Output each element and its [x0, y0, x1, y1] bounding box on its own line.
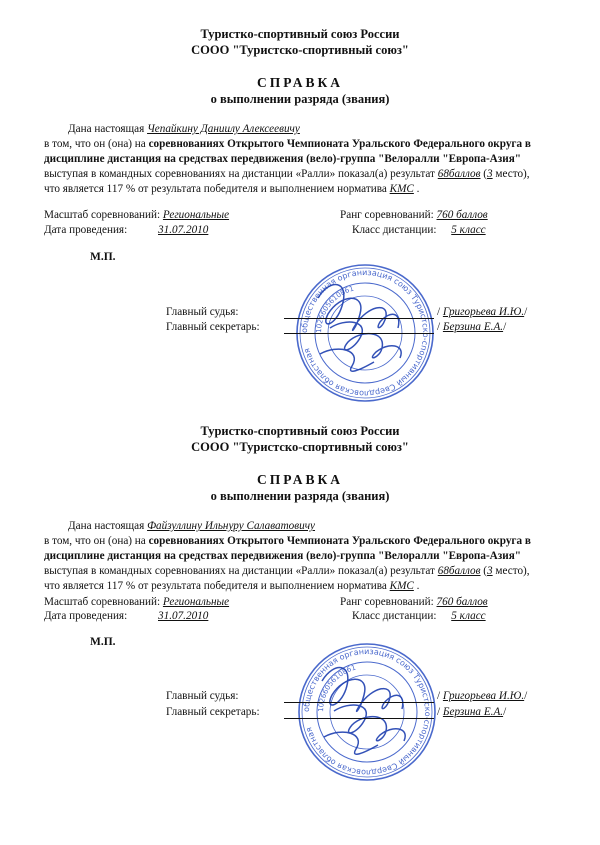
class-value: 5 класс — [451, 610, 486, 622]
rank-value: КМС — [389, 183, 414, 195]
secretary-label: Главный секретарь: — [166, 706, 260, 718]
body-line-4: выступая в командных соревнованиях на дистанции «Ралли» показал(а) результат 68баллов (3 место), — [44, 168, 530, 180]
secretary-name: Берзина Е.А. — [442, 706, 504, 718]
date-value: 31.07.2010 — [158, 610, 209, 622]
judge-name: Григорьева И.Ю. — [442, 690, 525, 702]
seal-label: М.П. — [90, 636, 116, 648]
person-name: Чепайкину Даниилу Алексеевичу — [147, 123, 300, 135]
svg-text:общественная организация союз — [302, 647, 432, 777]
body-line-2: в том, что он (она) на соревнованиях Открытого Чемпионата Уральского Федерального округа в — [44, 138, 531, 150]
scale-value: Региональные — [162, 596, 230, 608]
body-line-3: дисциплине дистанция на средствах передвижения (вело)-группа "Велоралли "Европа-Азия" — [44, 550, 521, 562]
doc-subtitle: о выполнении разряда (звания) — [210, 489, 390, 503]
given-prefix: Дана настоящая — [68, 520, 145, 532]
body-line-5: что является 117 % от результата победителя и выполнением норматива КМС . — [44, 183, 420, 195]
judge-signature-line — [284, 702, 434, 703]
secretary-name-row: / Берзина Е.А./ — [437, 706, 507, 718]
judge-name: Григорьева И.Ю. — [442, 306, 525, 318]
doc-subtitle: о выполнении разряда (звания) — [210, 92, 390, 106]
rank-row: Ранг соревнований: 760 баллов — [340, 596, 488, 608]
date-row: Дата проведения: 31.07.2010 — [44, 610, 209, 622]
body-line-3: дисциплине дистанция на средствах передвижения (вело)-группа "Велоралли "Европа-Азия" — [44, 153, 521, 165]
result-value: 68баллов — [437, 565, 481, 577]
class-row: Класс дистанции: 5 класс — [352, 610, 486, 622]
result-value: 68баллов — [437, 168, 481, 180]
certificate-2 — [0, 397, 600, 817]
date-row: Дата проведения: 31.07.2010 — [44, 224, 209, 236]
given-line — [68, 122, 300, 136]
org-line-2: СООО "Туристско-спортивный союз" — [191, 43, 409, 57]
judge-name-row: / Григорьева И.Ю./ — [437, 306, 528, 318]
seal-label: М.П. — [90, 251, 116, 263]
judge-signature-line — [284, 318, 434, 319]
org-line-1: Туристко-спортивный союз России — [200, 27, 400, 41]
person-name: Файзуллину Ильнуру Салаватовичу — [147, 520, 316, 532]
place-value: 3 — [487, 565, 493, 577]
scale-row: Масштаб соревнований: Региональные — [44, 209, 230, 221]
doc-title: СПРАВКА — [256, 472, 344, 487]
judge-label: Главный судья: — [166, 690, 239, 702]
judge-name-row: / Григорьева И.Ю./ — [437, 690, 528, 702]
class-value: 5 класс — [451, 224, 486, 236]
stamp-ring-text: общественная организация союз Туристско-спортивный Свердловская областная — [299, 267, 431, 399]
org-line-2: СООО "Туристско-спортивный союз" — [191, 440, 409, 454]
scale-value: Региональные — [162, 209, 230, 221]
judge-label: Главный судья: — [166, 306, 239, 318]
certificate-1 — [0, 0, 600, 420]
place-value: 3 — [487, 168, 493, 180]
scale-row: Масштаб соревнований: Региональные — [44, 596, 230, 608]
stamp-ogrn-text: 1026605610861 — [314, 284, 355, 334]
rank-points-value: 760 баллов — [436, 596, 488, 608]
secretary-signature-line — [284, 718, 434, 719]
org-line-1: Туристко-спортивный союз России — [200, 424, 400, 438]
date-value: 31.07.2010 — [158, 224, 209, 236]
secretary-signature-line — [284, 333, 434, 334]
stamp-ogrn-text: 1026605610861 — [316, 663, 357, 713]
rank-points-value: 760 баллов — [436, 209, 488, 221]
secretary-name-row: / Берзина Е.А./ — [437, 321, 507, 333]
body-line-2: в том, что он (она) на соревнованиях Открытого Чемпионата Уральского Федерального округа в — [44, 535, 531, 547]
secretary-name: Берзина Е.А. — [442, 321, 504, 333]
given-prefix: Дана настоящая — [68, 123, 145, 135]
secretary-label: Главный секретарь: — [166, 321, 260, 333]
stamp-seal-icon — [292, 637, 442, 787]
body-line-4: выступая в командных соревнованиях на дистанции «Ралли» показал(а) результат 68баллов (3 место), — [44, 565, 530, 577]
body-line-5: что является 117 % от результата победителя и выполнением норматива КМС . — [44, 580, 420, 592]
rank-value: КМС — [389, 580, 414, 592]
stamp-ring-text: общественная организация союз Туристско-спортивный Свердловская областная — [301, 646, 433, 778]
doc-title: СПРАВКА — [256, 75, 344, 90]
given-line — [68, 519, 315, 533]
class-row: Класс дистанции: 5 класс — [352, 224, 486, 236]
rank-row: Ранг соревнований: 760 баллов — [340, 209, 488, 221]
